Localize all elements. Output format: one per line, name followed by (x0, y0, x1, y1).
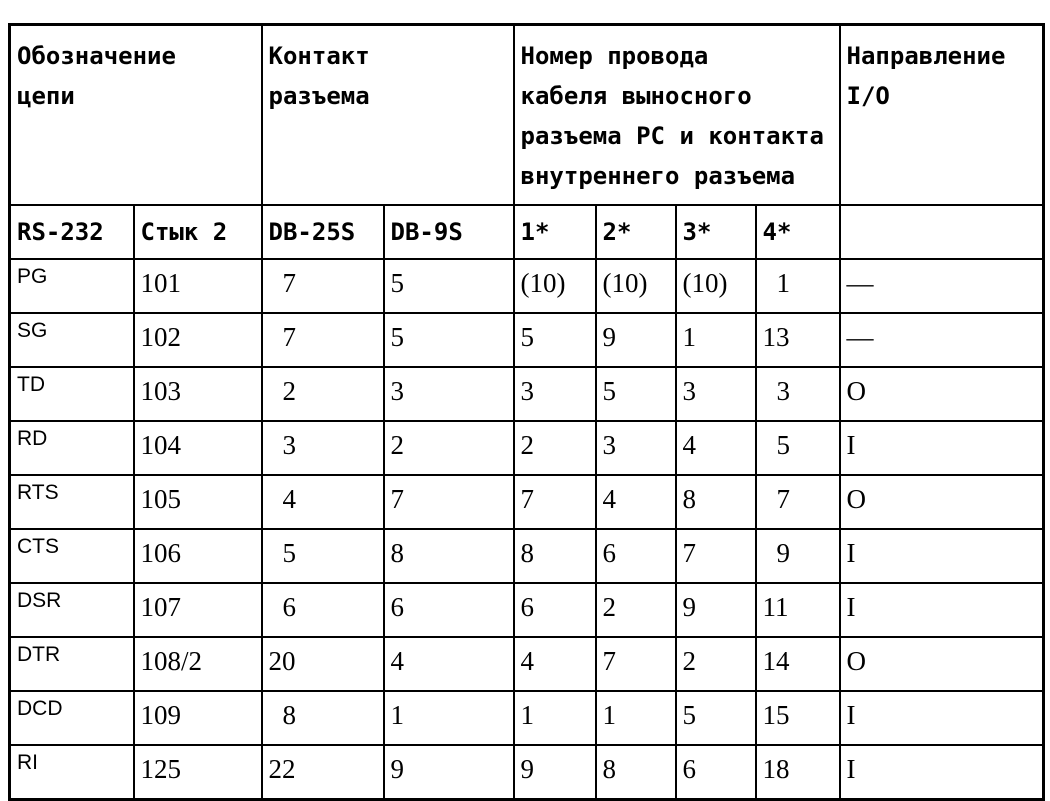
stik2-cell: 104 (134, 421, 262, 475)
connector-contact-header: Контакт разъема (262, 25, 514, 206)
rs232-cell: RTS (10, 475, 134, 529)
wire1-cell: 9 (514, 745, 596, 800)
db25s-cell: 20 (262, 637, 384, 691)
db25s-cell: 5 (262, 529, 384, 583)
wire2-cell: 5 (596, 367, 676, 421)
subheader-cell: DB-25S (262, 205, 384, 259)
wire4-cell: 1 (756, 259, 840, 313)
direction-cell: I (840, 745, 1044, 800)
wire4-cell: 13 (756, 313, 840, 367)
stik2-cell: 102 (134, 313, 262, 367)
direction-cell: I (840, 529, 1044, 583)
direction-cell: O (840, 367, 1044, 421)
db9s-cell: 5 (384, 259, 514, 313)
wire3-cell: 5 (676, 691, 756, 745)
direction-cell: — (840, 313, 1044, 367)
stik2-cell: 105 (134, 475, 262, 529)
wire2-cell: 8 (596, 745, 676, 800)
wire4-cell: 14 (756, 637, 840, 691)
db25s-cell: 2 (262, 367, 384, 421)
wire3-cell: 9 (676, 583, 756, 637)
wire3-cell: 1 (676, 313, 756, 367)
rs232-cell: SG (10, 313, 134, 367)
table-row (10, 691, 1044, 745)
pinout-table (8, 23, 1045, 801)
db9s-cell: 1 (384, 691, 514, 745)
wire1-cell: (10) (514, 259, 596, 313)
stik2-cell: 125 (134, 745, 262, 800)
wire4-cell: 3 (756, 367, 840, 421)
wire2-cell: 9 (596, 313, 676, 367)
stik2-cell: 108/2 (134, 637, 262, 691)
db25s-cell: 4 (262, 475, 384, 529)
rs232-cell: PG (10, 259, 134, 313)
table-row (10, 475, 1044, 529)
db25s-cell: 7 (262, 259, 384, 313)
wire4-cell: 5 (756, 421, 840, 475)
wire1-cell: 4 (514, 637, 596, 691)
wire3-cell: 4 (676, 421, 756, 475)
wire2-cell: 7 (596, 637, 676, 691)
wire3-cell: 6 (676, 745, 756, 800)
rs232-cell: RD (10, 421, 134, 475)
subheader-cell: RS-232 (10, 205, 134, 259)
stik2-cell: 107 (134, 583, 262, 637)
direction-cell: O (840, 475, 1044, 529)
db9s-cell: 9 (384, 745, 514, 800)
wire1-cell: 7 (514, 475, 596, 529)
rs232-cell: RI (10, 745, 134, 800)
db9s-cell: 6 (384, 583, 514, 637)
wire4-cell: 7 (756, 475, 840, 529)
stik2-cell: 106 (134, 529, 262, 583)
rs232-cell: DSR (10, 583, 134, 637)
direction-header: Направление I/O (840, 25, 1044, 206)
wire3-cell: 8 (676, 475, 756, 529)
table-row (10, 313, 1044, 367)
wire1-cell: 5 (514, 313, 596, 367)
wire3-cell: 2 (676, 637, 756, 691)
wire1-cell: 8 (514, 529, 596, 583)
wire2-cell: 4 (596, 475, 676, 529)
db9s-cell: 7 (384, 475, 514, 529)
db25s-cell: 7 (262, 313, 384, 367)
table-row (10, 745, 1044, 800)
rs232-cell: CTS (10, 529, 134, 583)
table-row (10, 637, 1044, 691)
db25s-cell: 8 (262, 691, 384, 745)
direction-cell: — (840, 259, 1044, 313)
wire2-cell: 6 (596, 529, 676, 583)
header-row (10, 25, 1044, 206)
stik2-cell: 103 (134, 367, 262, 421)
table-row (10, 529, 1044, 583)
wire1-cell: 3 (514, 367, 596, 421)
direction-cell: I (840, 583, 1044, 637)
wire2-cell: 1 (596, 691, 676, 745)
stik2-cell: 101 (134, 259, 262, 313)
circuit-designation-header: Обозначение цепи (10, 25, 262, 206)
wire3-cell: 3 (676, 367, 756, 421)
rs232-cell: DCD (10, 691, 134, 745)
wire2-cell: 3 (596, 421, 676, 475)
db9s-cell: 3 (384, 367, 514, 421)
table-row (10, 259, 1044, 313)
wire1-cell: 6 (514, 583, 596, 637)
wire-number-header: Номер провода кабеля выносного разъема PC и контакта внутреннего разъема (514, 25, 840, 206)
subheader-cell: 2* (596, 205, 676, 259)
rs232-cell: TD (10, 367, 134, 421)
table-row (10, 421, 1044, 475)
wire3-cell: (10) (676, 259, 756, 313)
table-row (10, 583, 1044, 637)
subheader-cell: 3* (676, 205, 756, 259)
wire1-cell: 1 (514, 691, 596, 745)
db25s-cell: 22 (262, 745, 384, 800)
wire2-cell: (10) (596, 259, 676, 313)
db9s-cell: 8 (384, 529, 514, 583)
db25s-cell: 6 (262, 583, 384, 637)
subheader-cell: DB-9S (384, 205, 514, 259)
stik2-cell: 109 (134, 691, 262, 745)
wire4-cell: 9 (756, 529, 840, 583)
wire3-cell: 7 (676, 529, 756, 583)
direction-cell: O (840, 637, 1044, 691)
subheader-cell: 1* (514, 205, 596, 259)
table-body (10, 259, 1044, 800)
subheader-row (10, 205, 1044, 259)
wire4-cell: 11 (756, 583, 840, 637)
wire2-cell: 2 (596, 583, 676, 637)
db9s-cell: 5 (384, 313, 514, 367)
db9s-cell: 4 (384, 637, 514, 691)
rs232-cell: DTR (10, 637, 134, 691)
wire4-cell: 15 (756, 691, 840, 745)
db9s-cell: 2 (384, 421, 514, 475)
direction-cell: I (840, 691, 1044, 745)
subheader-cell: 4* (756, 205, 840, 259)
subheader-cell (840, 205, 1044, 259)
wire4-cell: 18 (756, 745, 840, 800)
direction-cell: I (840, 421, 1044, 475)
subheader-cell: Стык 2 (134, 205, 262, 259)
db25s-cell: 3 (262, 421, 384, 475)
wire1-cell: 2 (514, 421, 596, 475)
table-row (10, 367, 1044, 421)
